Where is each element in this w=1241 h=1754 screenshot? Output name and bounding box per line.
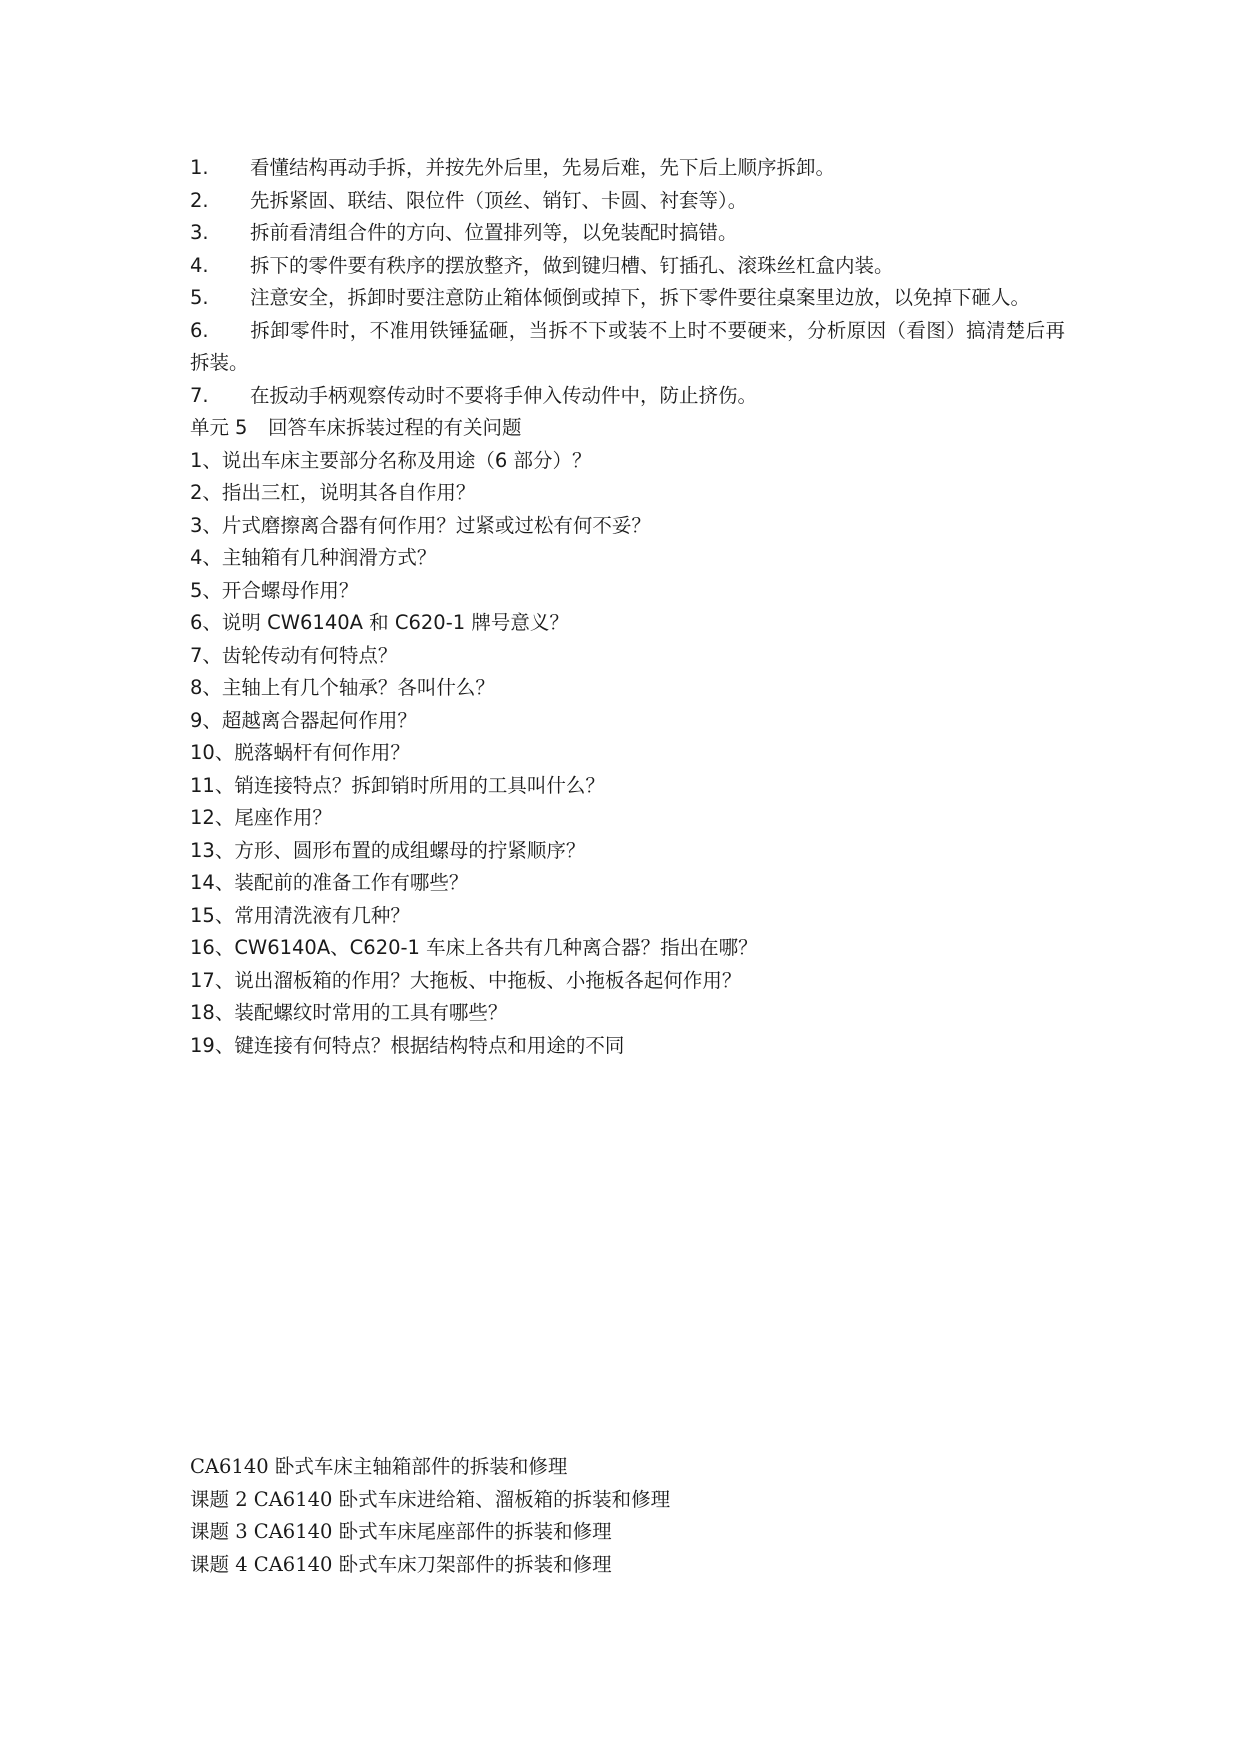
question-item: 2、指出三杠，说明其各自作用？	[190, 481, 476, 504]
rule-text: 拆前看清组合件的方向、位置排列等，以免装配时搞错。	[250, 221, 738, 244]
unit-number: 5	[235, 416, 248, 439]
rule-text: 拆下的零件要有秩序的摆放整齐，做到键归槽、钉插孔、滚珠丝杠盒内装。	[250, 253, 894, 277]
unit-title: 回答车床拆装过程的有关问题	[268, 416, 522, 439]
topic-list	[190, 1451, 990, 1581]
question-item: 7、齿轮传动有何特点？	[190, 643, 398, 667]
topic-item: 课题 2 CA6140 卧式车床进给箱、溜板箱的拆装和修理	[190, 1487, 671, 1511]
rule-item	[190, 250, 1065, 283]
unit-label: 单元	[190, 416, 230, 439]
rule-item	[190, 185, 1065, 218]
question-item: 1、说出车床主要部分名称及用途（6 部分）？	[190, 448, 592, 472]
rule-item	[190, 217, 1065, 250]
rule-number: 4.	[190, 253, 209, 277]
question-item: 8、主轴上有几个轴承？各叫什么？	[190, 676, 495, 699]
topic-item: 课题 3 CA6140 卧式车床尾座部件的拆装和修理	[190, 1520, 612, 1543]
question-item: 17、说出溜板箱的作用？大拖板、中拖板、小拖板各起何作用？	[190, 968, 742, 992]
question-list	[190, 445, 1065, 1063]
question-item: 11、销连接特点？拆卸销时所用的工具叫什么？	[190, 773, 605, 797]
rule-item	[190, 282, 1065, 315]
question-item: 5、开合螺母作用？	[190, 578, 359, 602]
rule-text: 先拆紧固、联结、限位件（顶丝、销钉、卡圆、衬套等）。	[250, 188, 748, 212]
question-item: 18、装配螺纹时常用的工具有哪些？	[190, 1001, 508, 1024]
topic-item: 课题 4 CA6140 卧式车床刀架部件的拆装和修理	[190, 1552, 612, 1576]
unit-heading	[190, 412, 1065, 445]
rule-text: 拆卸零件时，不准用铁锤猛砸，当拆不下或装不上时不要硬来，分析原因（看图）搞清楚后再拆装。	[190, 318, 1065, 374]
rule-number: 6.	[190, 318, 209, 342]
rule-item	[190, 152, 1065, 185]
rule-text: 看懂结构再动手拆，并按先外后里，先易后难，先下后上顺序拆卸。	[250, 156, 836, 179]
rule-number: 7.	[190, 383, 209, 407]
question-item: 9、超越离合器起何作用？	[190, 708, 417, 732]
disassembly-rules	[190, 152, 1065, 1062]
rule-number: 2.	[190, 188, 209, 212]
question-item: 15、常用清洗液有几种？	[190, 903, 410, 927]
rule-number: 3.	[190, 221, 209, 244]
rule-text: 在扳动手柄观察传动时不要将手伸入传动件中，防止挤伤。	[250, 383, 758, 407]
question-item: 13、方形、圆形布置的成组螺母的拧紧顺序？	[190, 838, 586, 862]
question-item: 6、说明 CW6140A 和 C620-1 牌号意义？	[190, 611, 569, 634]
rule-text: 注意安全，拆卸时要注意防止箱体倾倒或掉下，拆下零件要往桌案里边放，以免掉下砸人。	[250, 286, 1031, 309]
question-item: 3、片式磨擦离合器有何作用？过紧或过松有何不妥？	[190, 513, 651, 537]
question-item: 14、装配前的准备工作有哪些？	[190, 871, 469, 894]
question-item: 19、键连接有何特点？根据结构特点和用途的不同	[190, 1033, 625, 1057]
rule-item	[190, 315, 1065, 380]
topic-item: CA6140 卧式车床主轴箱部件的拆装和修理	[190, 1455, 568, 1478]
question-item: 16、CW6140A、C620-1 车床上各共有几种离合器？指出在哪？	[190, 936, 758, 959]
rule-number: 1.	[190, 156, 209, 179]
rule-number: 5.	[190, 286, 209, 309]
question-item: 4、主轴箱有几种润滑方式？	[190, 546, 437, 569]
question-item: 12、尾座作用？	[190, 806, 332, 829]
question-item: 10、脱落蜗杆有何作用？	[190, 741, 410, 764]
rule-item	[190, 380, 1065, 413]
